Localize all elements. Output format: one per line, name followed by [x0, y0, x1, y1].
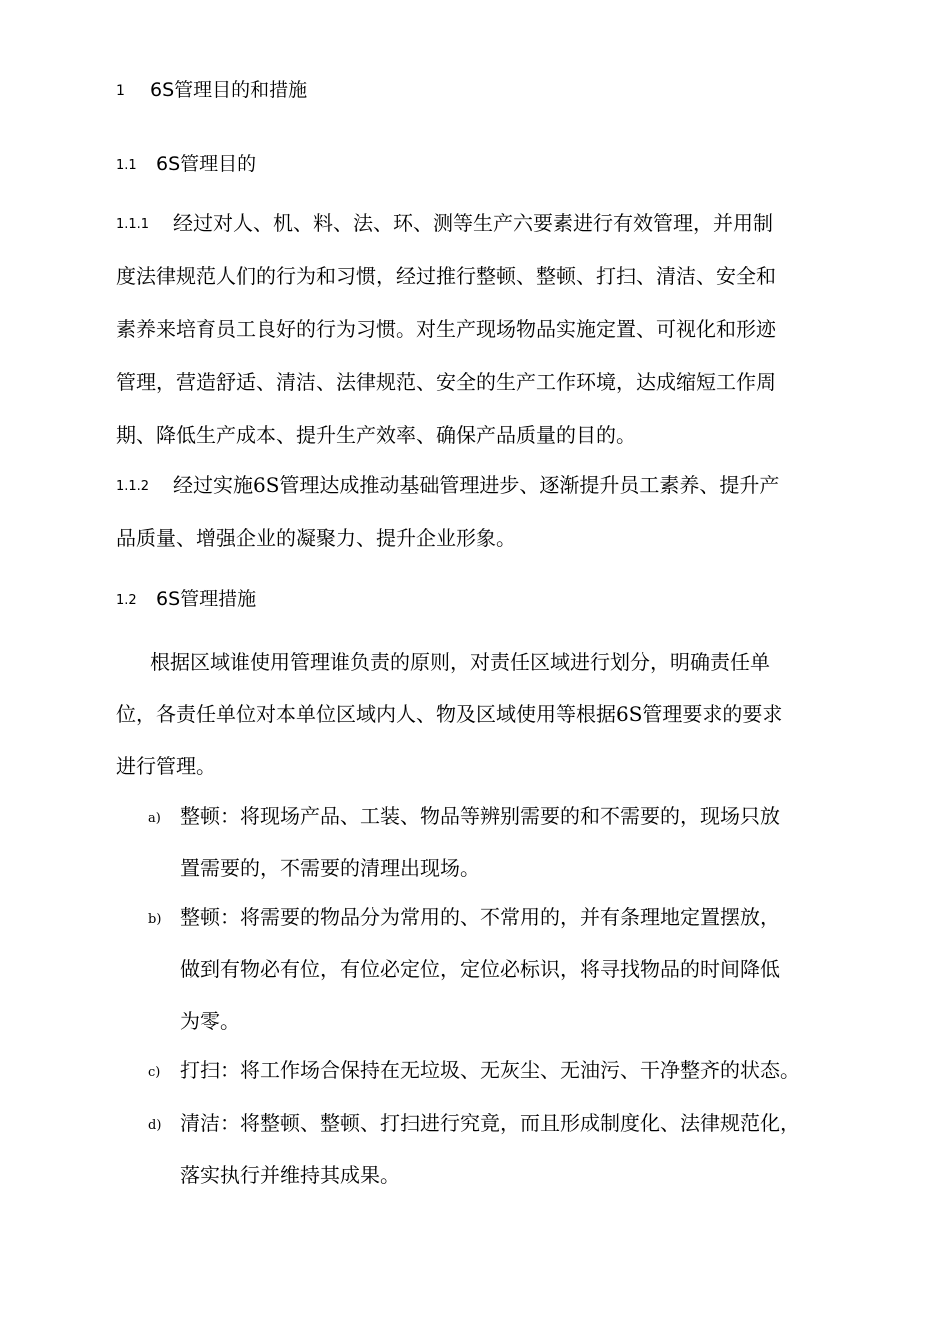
list-item-line: 整顿：将现场产品、工装、物品等辨别需要的和不需要的，现场只放 — [180, 804, 780, 828]
heading-1-1-number: 1.1 — [116, 158, 137, 173]
heading-1-number: 1 — [116, 83, 125, 99]
list-item-label: c) — [148, 1065, 161, 1080]
paragraph-1-1-1-number: 1.1.1 — [116, 217, 150, 232]
paragraph-1-2-line: 位，各责任单位对本单位区域内人、物及区域使用等根据6S管理要求的要求 — [116, 702, 783, 726]
paragraph-1-1-2-line: 经过实施6S管理达成推动基础管理进步、逐渐提升员工素养、提升产 — [173, 473, 780, 497]
heading-1-2-title: 6S管理措施 — [156, 588, 257, 610]
paragraph-1-1-2-number: 1.1.2 — [116, 479, 150, 494]
list-item-line: 清洁：将整顿、整顿、打扫进行究竟，而且形成制度化、法律规范化， — [180, 1111, 800, 1135]
list-item-label: b) — [148, 912, 162, 927]
list-item-label: a) — [148, 811, 161, 826]
paragraph-1-1-1-line: 管理，营造舒适、清洁、法律规范、安全的生产工作环境，达成缩短工作周 — [116, 370, 776, 394]
list-item-line: 打扫：将工作场合保持在无垃圾、无灰尘、无油污、干净整齐的状态。 — [180, 1058, 800, 1082]
paragraph-1-2-line: 根据区域谁使用管理谁负责的原则，对责任区域进行划分，明确责任单 — [150, 650, 770, 674]
list-item-line: 落实执行并维持其成果。 — [180, 1163, 400, 1187]
heading-1-1-title: 6S管理目的 — [156, 153, 257, 175]
paragraph-1-1-1-line: 期、降低生产成本、提升生产效率、确保产品质量的目的。 — [116, 423, 636, 447]
paragraph-1-1-1-line: 经过对人、机、料、法、环、测等生产六要素进行有效管理，并用制 — [173, 211, 773, 235]
heading-1-2-number: 1.2 — [116, 593, 137, 608]
list-item-line: 整顿：将需要的物品分为常用的、不常用的，并有条理地定置摆放， — [180, 905, 780, 929]
list-item-line: 做到有物必有位，有位必定位，定位必标识，将寻找物品的时间降低 — [180, 957, 780, 981]
paragraph-1-1-2-line: 品质量、增强企业的凝聚力、提升企业形象。 — [116, 526, 516, 550]
list-item-label: d) — [148, 1118, 162, 1133]
list-item-line: 置需要的，不需要的清理出现场。 — [180, 856, 480, 880]
paragraph-1-1-1-line: 素养来培育员工良好的行为习惯。对生产现场物品实施定置、可视化和形迹 — [116, 317, 776, 341]
list-item-line: 为零。 — [180, 1009, 240, 1033]
heading-1-title: 6S管理目的和措施 — [150, 79, 308, 101]
paragraph-1-2-line: 进行管理。 — [116, 754, 216, 778]
paragraph-1-1-1-line: 度法律规范人们的行为和习惯，经过推行整顿、整顿、打扫、清洁、安全和 — [116, 264, 776, 288]
